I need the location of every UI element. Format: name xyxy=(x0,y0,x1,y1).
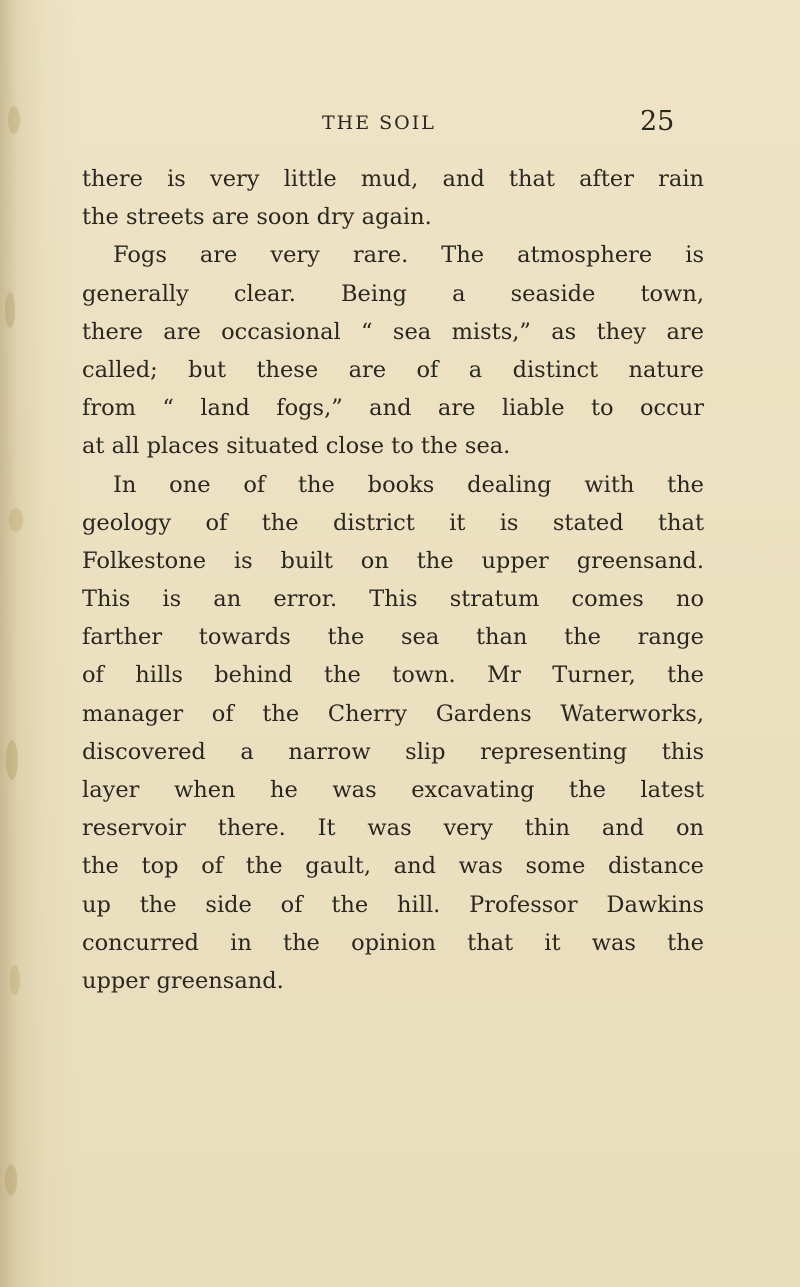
text-line: upper greensand. xyxy=(82,967,284,994)
text-line: there are occasional “ sea mists,” as they are xyxy=(82,318,704,345)
text-line: manager of the Cherry Gardens Waterworks, xyxy=(82,700,704,727)
text-line: discovered a narrow slip representing this xyxy=(82,738,704,765)
text-line: called; but these are of a distinct nature xyxy=(82,356,704,383)
foxing-spot xyxy=(9,508,23,532)
text-line: generally clear. Being a seaside town, xyxy=(82,280,704,307)
foxing-spot xyxy=(5,292,15,328)
text-line: farther towards the sea than the range xyxy=(82,624,704,651)
foxing-spot xyxy=(10,965,20,995)
page-number: 25 xyxy=(640,106,675,137)
foxing-spot xyxy=(6,740,18,780)
text-line: there is very little mud, and that after rain xyxy=(82,166,704,192)
text-line: the top of the gault, and was some distance xyxy=(82,853,704,880)
paragraph-start-line: Fogs are very rare. The atmosphere is xyxy=(113,242,704,269)
paragraph-start-line: In one of the books dealing with the xyxy=(113,471,704,498)
text-line: of hills behind the town. Mr Turner, the xyxy=(82,662,704,689)
foxing-spot xyxy=(5,1164,17,1196)
text-line: the streets are soon dry again. xyxy=(82,204,432,231)
text-line: This is an error. This stratum comes no xyxy=(82,586,704,613)
text-line: from “ land fogs,” and are liable to occur xyxy=(82,395,704,422)
text-line: concurred in the opinion that it was the xyxy=(82,929,704,956)
text-line: Folkestone is built on the upper greensand. xyxy=(82,547,704,574)
text-line: layer when he was excavating the latest xyxy=(82,777,704,803)
page-header xyxy=(0,106,800,146)
text-line: at all places situated close to the sea. xyxy=(82,433,511,460)
page-gutter-shading xyxy=(0,0,40,1287)
text-line: reservoir there. It was very thin and on xyxy=(82,815,704,842)
text-line: up the side of the hill. Professor Dawkins xyxy=(82,891,704,918)
running-head: THE SOIL xyxy=(322,112,436,134)
text-line: geology of the district it is stated that xyxy=(82,509,704,536)
body-text xyxy=(82,160,704,1000)
